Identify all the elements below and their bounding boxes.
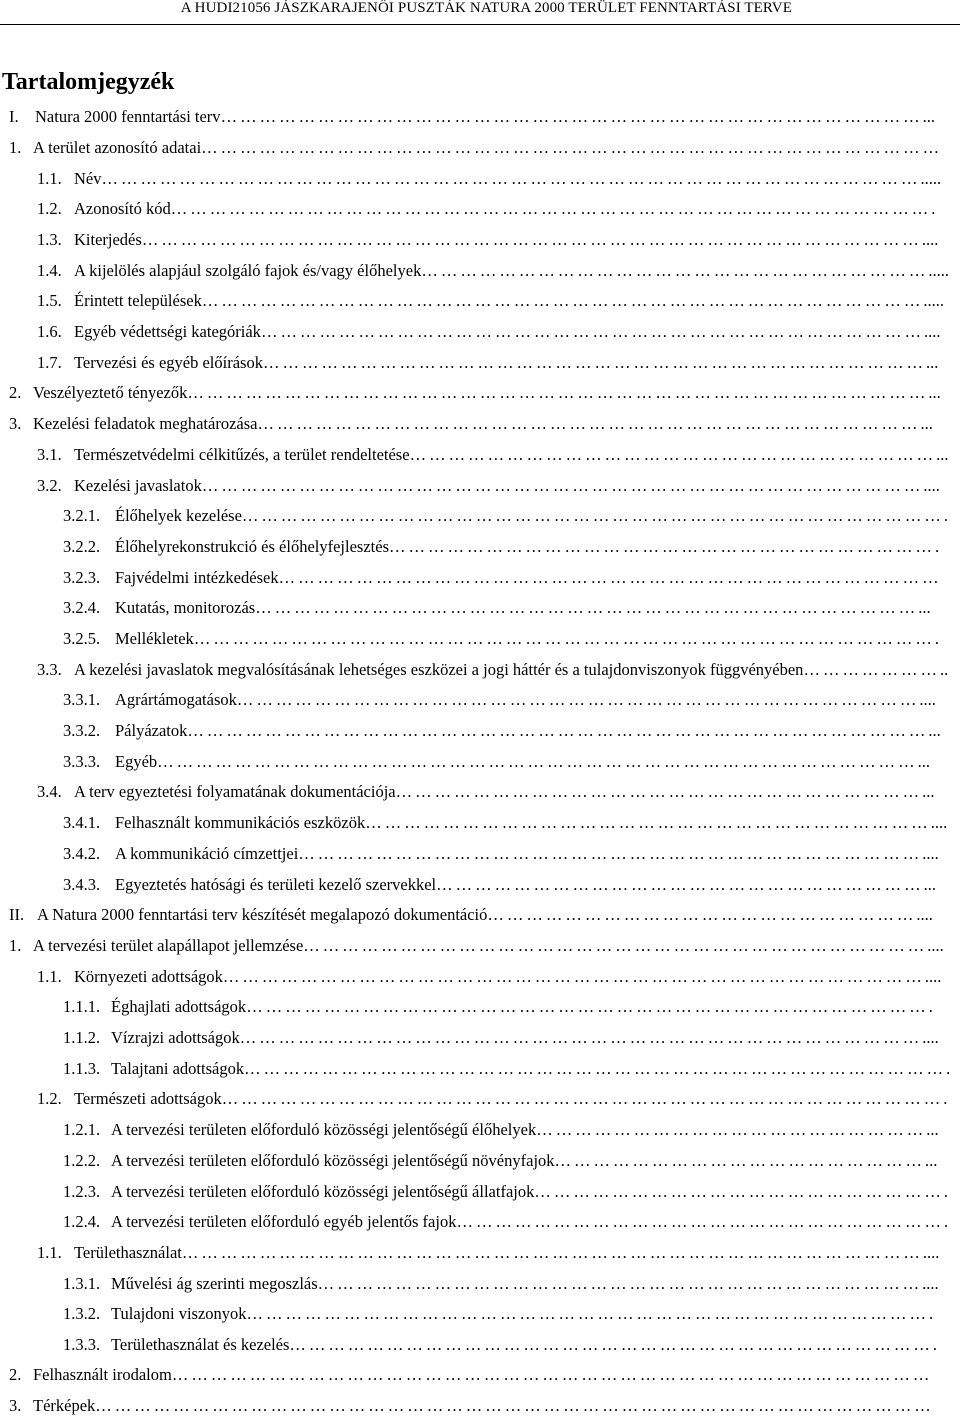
toc-entry-title: Területhasználat és kezelés — [111, 1335, 290, 1354]
toc-entry-number: 2. — [9, 383, 22, 402]
dot-leader: …………………………………………………………………………………………………… — [201, 138, 943, 157]
toc-entry[interactable] — [63, 1119, 955, 1141]
dot-leader: ………………………………………………………………………………………………… — [201, 291, 924, 310]
toc-entry-number: 1.1. — [37, 1243, 62, 1262]
dot-leader: ………………………………………………………………………………………………… — [201, 476, 924, 495]
toc-entry-number: 1.1. — [37, 967, 62, 986]
toc-entry[interactable] — [63, 597, 953, 619]
toc-entry-title: Fajvédelmi intézkedések — [115, 568, 279, 587]
toc-entry-title: Tulajdoni viszonyok — [111, 1304, 247, 1323]
toc-entry[interactable] — [63, 689, 953, 711]
toc-entry-title: Agrártámogatások — [115, 690, 237, 709]
dot-leader: …………………………………………………………………………………………………… — [187, 383, 929, 402]
toc-entry-number: 1.1.2. — [63, 1028, 101, 1047]
toc-entry-number: 1.2. — [37, 1089, 62, 1108]
toc-entry-number: 3.4.2. — [63, 844, 101, 863]
toc-entry[interactable] — [37, 966, 955, 988]
dot-leader: ……………………………………………………………………………………………………… — [171, 1365, 933, 1384]
toc-entry[interactable] — [9, 413, 953, 435]
toc-entry[interactable] — [37, 260, 953, 282]
toc-entry-tail: ..... — [928, 261, 949, 280]
dot-leader: ……………………………………………………………………………………………………… — [157, 752, 918, 771]
toc-entry-tail: .... — [922, 1243, 940, 1262]
toc-entry[interactable] — [63, 1150, 955, 1172]
dot-leader: …………………………………………………… — [536, 1120, 927, 1139]
dot-leader: ………………… — [803, 660, 940, 679]
toc-entry-tail: ... — [923, 875, 937, 894]
toc-entry-title: Talajtani adottságok — [111, 1059, 245, 1078]
toc-entry-tail: ... — [917, 752, 931, 771]
toc-entry-title: A Natura 2000 fenntartási terv készítését megalapozó dokumentáció — [37, 905, 488, 924]
toc-entry-title: Azonosító kód — [74, 199, 171, 218]
dot-leader: ………………………………………………………………………………………… — [260, 322, 924, 341]
toc-entry-tail: . — [943, 1089, 948, 1108]
toc-entry-title: Kezelési feladatok meghatározása — [33, 414, 258, 433]
toc-entry-tail: ... — [925, 1151, 938, 1170]
dot-leader: ……………………………………………………… — [534, 1182, 944, 1201]
dot-leader: ………………………………………………… — [554, 1151, 926, 1170]
toc-entry-tail: ... — [925, 353, 939, 372]
toc-entry-title: Egyeztetés hatósági és területi kezelő szervekkel — [115, 875, 437, 894]
toc-entry-number: 1. — [9, 138, 22, 157]
toc-entry-tail: .... — [921, 230, 939, 249]
toc-entry-number: 1.1. — [37, 169, 62, 188]
toc-entry-title: Tervezési és egyéb előírások — [74, 353, 263, 372]
toc-entry-tail: . — [943, 1212, 949, 1231]
dot-leader: ………………………………………………………………………………………………………… — [141, 230, 922, 249]
toc-entry-title: A kommunikáció címzettjei — [115, 844, 299, 863]
dot-leader: ……………………………………………………………………………………… — [289, 1335, 933, 1354]
toc-entry[interactable] — [63, 567, 953, 589]
toc-entry-title: A tervezési területen előforduló közösségi jelentőségű állatfajok — [111, 1182, 535, 1201]
toc-entry[interactable] — [9, 1364, 955, 1386]
toc-entry[interactable] — [37, 321, 953, 343]
toc-entry-tail: .... — [919, 690, 936, 709]
toc-entry-title: Művelési ág szerinti megoszlás — [111, 1274, 318, 1293]
toc-entry-number: 1.6. — [37, 322, 62, 341]
toc-entry-tail: . — [943, 1182, 948, 1201]
toc-entry-number: 3.3.2. — [63, 721, 101, 740]
toc-entry-number: 1.2.4. — [63, 1212, 101, 1231]
toc-entry-title: Natura 2000 fenntartási terv — [35, 107, 221, 126]
toc-entry[interactable] — [37, 1088, 955, 1110]
dot-leader: …………………………………………………………………………………………………… — [187, 721, 929, 740]
toc-entry-title: Kezelési javaslatok — [74, 476, 202, 495]
toc-entry[interactable] — [63, 720, 953, 742]
toc-entry-title: Mellékletek — [115, 629, 194, 648]
toc-entry-number: 3.3.1. — [63, 690, 101, 709]
running-header-title: A HUDI21056 JÁSZKARAJENŐI PUSZTÁK NATURA 2000 TERÜLET FENNTARTÁSI TERVE — [180, 0, 792, 16]
dot-leader: ……………………………………………………………………… — [409, 445, 937, 464]
toc-entry-tail: .... — [930, 813, 948, 832]
toc-entry-tail: ..... — [920, 169, 942, 188]
toc-entry-title: Vízrajzi adottságok — [111, 1028, 240, 1047]
toc-entry[interactable] — [63, 1303, 955, 1325]
toc-entry[interactable] — [63, 1181, 955, 1203]
toc-entry-number: 1.3. — [37, 230, 62, 249]
toc-entry-tail: ... — [918, 598, 931, 617]
toc-entry-number: 3.4. — [37, 782, 62, 801]
toc-entry[interactable] — [37, 475, 953, 497]
toc-entry-tail: .. — [939, 660, 949, 679]
toc-entry[interactable] — [9, 382, 953, 404]
toc-entry-tail: ... — [922, 782, 935, 801]
dot-leader: …………………………………………………………………………………………… — [246, 997, 929, 1016]
toc-entry[interactable] — [9, 106, 955, 128]
toc-entry-title: Felhasznált irodalom — [33, 1365, 172, 1384]
toc-entry-number: 1.5. — [37, 291, 62, 310]
toc-entry-tail: ... — [926, 1120, 939, 1139]
toc-entry-title: Egyéb védettségi kategóriák — [74, 322, 261, 341]
toc-entry[interactable] — [37, 290, 953, 312]
toc-entry-tail: . — [928, 997, 933, 1016]
toc-entry-tail: .... — [924, 967, 942, 986]
toc-entry-title: Kiterjedés — [74, 230, 142, 249]
toc-entry-title: A tervezési terület alapállapot jellemzése — [33, 936, 304, 955]
dot-leader: …………………………………………………………………………… — [365, 813, 931, 832]
dot-leader: ……………………………………………………………………………………………… — [241, 506, 944, 525]
toc-entry-title: Élőhelyek kezelése — [115, 506, 242, 525]
toc-entry-tail: . — [935, 537, 940, 556]
toc-entry-tail: . — [929, 1304, 934, 1323]
toc-entry[interactable] — [9, 935, 955, 957]
toc-entry-number: 3.2.5. — [63, 629, 101, 648]
toc-entry-tail: ... — [928, 383, 941, 402]
toc-entry-title: Természeti adottságok — [74, 1089, 222, 1108]
toc-entry[interactable] — [63, 1211, 955, 1233]
toc-entry-number: 3.1. — [37, 445, 62, 464]
toc-entry-tail: .... — [923, 322, 941, 341]
dot-leader: ……………………………………………………………………………………………… — [220, 107, 923, 126]
dot-leader: ………………………………………………………………… — [456, 1212, 944, 1231]
toc-entry-tail: . — [943, 506, 949, 525]
toc-entry[interactable] — [9, 904, 955, 926]
dot-leader: ……………………………………………………………………………………………………………… — [101, 169, 921, 188]
dot-leader: …………………………………………………………………………………… — [298, 844, 923, 863]
dot-leader: ………………………………………………………………………………………… — [255, 598, 919, 617]
dot-leader: ………………………………………………………… — [487, 905, 917, 924]
toc-entry-number: 3.2.4. — [63, 598, 101, 617]
toc-entry-title: Természetvédelmi célkitűzés, a terület rendeltetése — [74, 445, 410, 464]
toc-entry-title: Kutatás, monitorozás — [115, 598, 256, 617]
dot-leader: …………………………………………………………………… — [421, 261, 929, 280]
toc-entry[interactable] — [63, 874, 953, 896]
toc-entry[interactable] — [37, 781, 953, 803]
toc-entry[interactable] — [63, 628, 953, 650]
toc-entry-number: 1.2.3. — [63, 1182, 101, 1201]
dot-leader: …………………………………………………………………………………… — [303, 936, 928, 955]
dot-leader: ………………………………………………………………………………… — [317, 1274, 923, 1293]
dot-leader: ………………………………………………………………………………………… — [262, 353, 926, 372]
toc-entry-number: 1.2. — [37, 199, 62, 218]
toc-entry-title: Felhasznált kommunikációs eszközök — [115, 813, 366, 832]
dot-leader: ………………………………………………………………… — [436, 875, 924, 894]
dot-leader: ………………………………………………………………………………………… — [257, 414, 921, 433]
toc-entry-title: A kijelölés alapjául szolgáló fajok és/vagy élőhelyek — [74, 261, 422, 280]
toc-entry-title: Térképek — [33, 1396, 96, 1415]
toc-entry-tail: .... — [922, 1028, 939, 1047]
toc-entry-title: Név — [74, 169, 102, 188]
toc-entry-title: Érintett települések — [74, 291, 202, 310]
toc-entry[interactable] — [37, 198, 953, 220]
toc-entry-number: 1.3.3. — [63, 1335, 101, 1354]
toc-entry-title: Pályázatok — [115, 721, 188, 740]
toc-entry[interactable] — [37, 444, 953, 466]
toc-entry-number: 3.4.1. — [63, 813, 101, 832]
toc-entry-tail: . — [934, 629, 939, 648]
toc-entry[interactable] — [63, 536, 953, 558]
toc-entry-number: 1.7. — [37, 353, 62, 372]
toc-entry-tail: .... — [927, 936, 944, 955]
toc-entry-tail: .... — [922, 1274, 939, 1293]
toc-entry[interactable] — [63, 996, 955, 1018]
toc-entry-title: Területhasználat — [74, 1243, 182, 1262]
toc-entry-title: Környezeti adottságok — [74, 967, 223, 986]
toc-entry-title: Éghajlati adottságok — [111, 997, 247, 1016]
toc-entry-tail: ... — [920, 414, 933, 433]
dot-leader: …………………………………………………………………………………………………… — [181, 1243, 923, 1262]
toc-entry-title: A tervezési területen előforduló közösségi jelentőségű élőhelyek — [111, 1120, 537, 1139]
toc-entry[interactable] — [9, 137, 955, 159]
toc-entry-title: A terv egyeztetési folyamatának dokumentációja — [74, 782, 396, 801]
toc-entry-tail: . — [932, 1335, 938, 1354]
dot-leader: ………………………………………………………………………… — [389, 537, 935, 556]
dot-leader: ……………………………………………………………………………………………… — [244, 1059, 947, 1078]
toc-entry-number: 1. — [9, 936, 22, 955]
toc-entry-number: 1.3.1. — [63, 1274, 101, 1293]
toc-entry-number: 3.2. — [37, 476, 62, 495]
toc-entry[interactable] — [37, 168, 953, 190]
toc-entry-number: 3. — [9, 1396, 22, 1415]
toc-entry-number: 3. — [9, 414, 22, 433]
toc-entry-title: Élőhelyrekonstrukció és élőhelyfejlesztés — [115, 537, 389, 556]
dot-leader: ………………………………………………………………………………………………… — [221, 1089, 944, 1108]
toc-entry-number: 2. — [9, 1365, 22, 1384]
toc-entry[interactable] — [9, 1395, 955, 1417]
dot-leader: …………………………………………………………………………………………… — [239, 1028, 923, 1047]
dot-leader: …………………………………………………………………………………………… — [246, 1304, 930, 1323]
toc-entry[interactable] — [37, 352, 953, 374]
dot-leader: ……………………………………………………………………………………………………… — [170, 199, 932, 218]
toc-entry-number: 3.4.3. — [63, 875, 101, 894]
toc-entry-tail: .... — [916, 905, 933, 924]
toc-entry-number: 1.3.2. — [63, 1304, 101, 1323]
toc-entry-tail: ... — [928, 721, 941, 740]
toc-entry-number: 3.3. — [37, 660, 62, 679]
toc-entry[interactable] — [63, 505, 953, 527]
toc-entry-title: A tervezési területen előforduló közösségi jelentőségű növényfajok — [111, 1151, 555, 1170]
toc-entry-title: A terület azonosító adatai — [33, 138, 202, 157]
toc-entry[interactable] — [63, 751, 953, 773]
toc-entry-number: 1.4. — [37, 261, 62, 280]
toc-entry-title: Veszélyeztető tényezők — [33, 383, 188, 402]
toc-entry[interactable] — [63, 812, 953, 834]
toc-entry-title: Egyéb — [115, 752, 158, 771]
toc-entry-number: 1.2.2. — [63, 1151, 101, 1170]
toc-entry-tail: ... — [936, 445, 949, 464]
toc-entry-title: A tervezési területen előforduló egyéb jelentős fajok — [111, 1212, 457, 1231]
toc-entry-number: 3.2.2. — [63, 537, 101, 556]
toc-entry[interactable] — [63, 1027, 955, 1049]
toc-entry[interactable] — [63, 1273, 955, 1295]
toc-entry-number: II. — [9, 905, 25, 924]
dot-leader: ………………………………………………………………………………………………………………… — [95, 1396, 934, 1415]
toc-entry[interactable] — [37, 659, 953, 681]
toc-entry-number: 3.2.3. — [63, 568, 101, 587]
toc-entry-title: A kezelési javaslatok megvalósításának lehetséges eszközei a jogi háttér és a tulajdonviszonyok függvényében — [74, 660, 804, 679]
toc-entry-tail: ..... — [923, 291, 944, 310]
toc-entry[interactable] — [63, 843, 953, 865]
dot-leader: ……………………………………………………………………… — [395, 782, 923, 801]
toc-entry-number: 1.1.3. — [63, 1059, 101, 1078]
dot-leader: ……………………………………………………………………………………………… — [222, 967, 925, 986]
toc-entry-tail: . — [946, 1059, 951, 1078]
toc-entry[interactable] — [37, 1242, 955, 1264]
toc-entry-tail: .... — [923, 476, 940, 495]
toc-entry-number: 3.2.1. — [63, 506, 101, 525]
toc-entry-tail: ... — [922, 107, 935, 126]
toc-entry-number: I. — [9, 107, 19, 126]
toc-entry[interactable] — [63, 1334, 955, 1356]
dot-leader: …………………………………………………………………………………………………… — [193, 629, 935, 648]
dot-leader: ………………………………………………………………………………………… — [278, 568, 942, 587]
page-title: Tartalomjegyzék — [2, 69, 175, 95]
toc-entry-number: 1.2.1. — [63, 1120, 101, 1139]
toc-entry-number: 3.3.3. — [63, 752, 101, 771]
toc-entry-tail: .... — [922, 844, 939, 863]
toc-entry-number: 1.1.1. — [63, 997, 101, 1016]
toc-entry-tail: . — [931, 199, 936, 218]
toc-entry[interactable] — [63, 1058, 955, 1080]
toc-entry[interactable] — [37, 229, 953, 251]
dot-leader: …………………………………………………………………………………………… — [236, 690, 920, 709]
